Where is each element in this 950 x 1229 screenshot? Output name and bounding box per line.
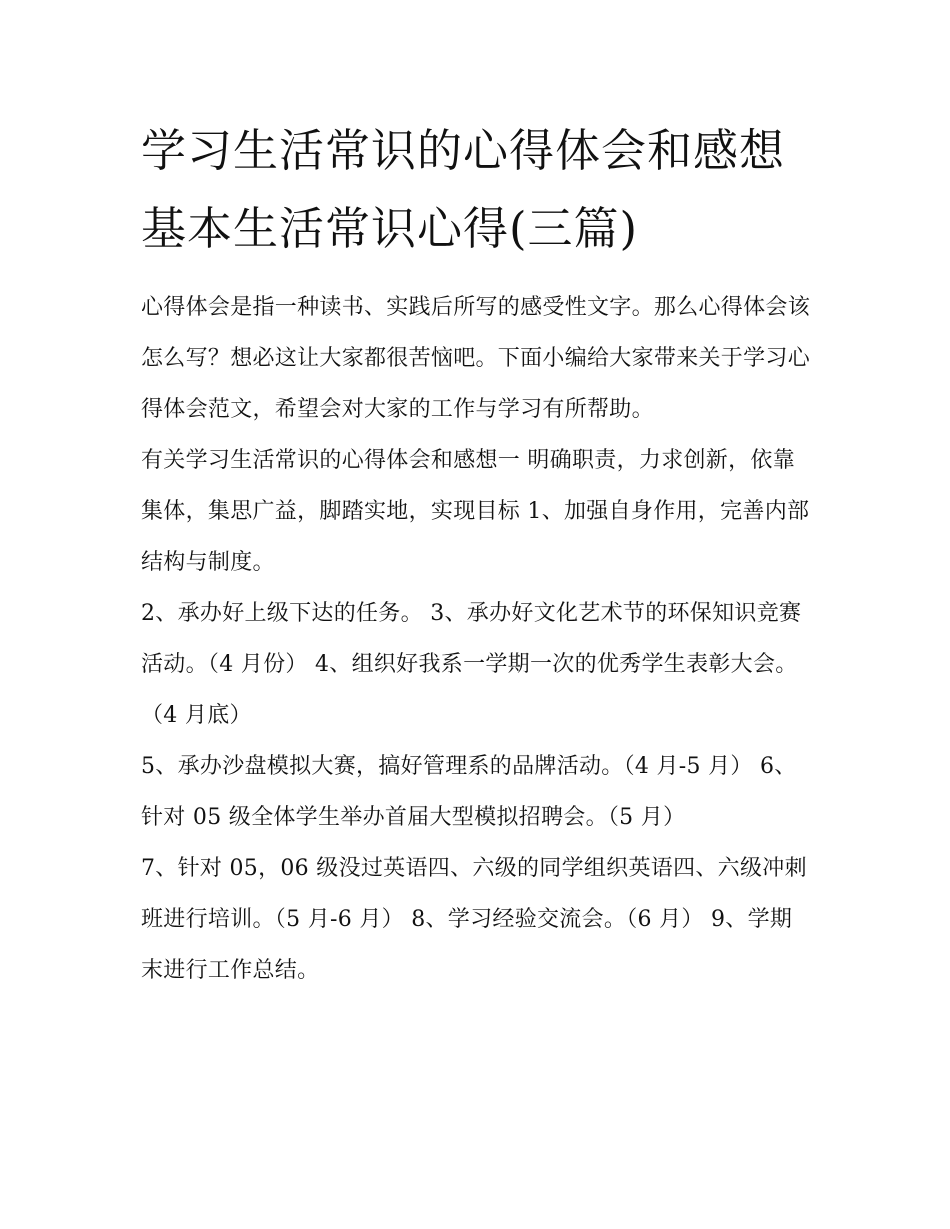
- document-page: [141, 112, 813, 996]
- paragraph-items-2-4: 2、承办好上级下达的任务。 3、承办好文化艺术节的环保知识竞赛活动。（4 月份） 4、组织好我系一学期一次的优秀学生表彰大会。（4 月底）: [141, 601, 802, 728]
- document-title: 学习生活常识的心得体会和感想 基本生活常识心得(三篇): [141, 124, 786, 255]
- paragraph-items-5-6: 5、承办沙盘模拟大赛，搞好管理系的品牌活动。（4 月-5 月） 6、针对 05 级全体学生举办首届大型模拟招聘会。（5 月）: [141, 754, 797, 830]
- paragraph-intro: 心得体会是指一种读书、实践后所写的感受性文字。那么心得体会该怎么写？想必这让大家都很苦恼吧。下面小编给大家带来关于学习心得体会范文，希望会对大家的工作与学习有所帮助。: [141, 295, 811, 422]
- paragraph-items-7-9: 7、针对 05，06 级没过英语四、六级的同学组织英语四、六级冲刺班进行培训。（5 月-6 月） 8、学习经验交流会。（6 月） 9、学期末进行工作总结。: [141, 856, 807, 983]
- paragraph-section-one: 有关学习生活常识的心得体会和感想一 明确职责，力求创新，依靠集体，集思广益，脚踏实地，实现目标 1、加强自身作用，完善内部结构与制度。: [141, 448, 810, 575]
